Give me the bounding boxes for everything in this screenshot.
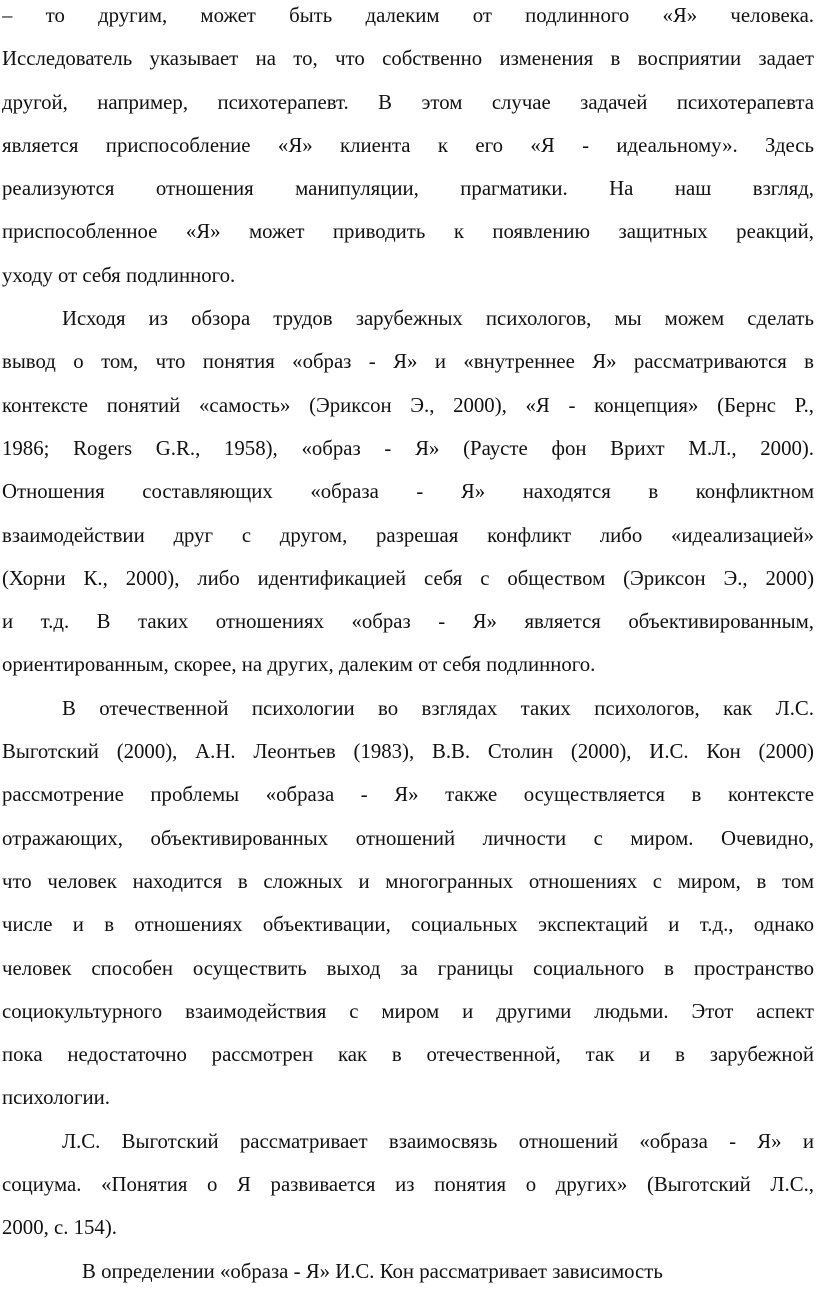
text-line: Исследователь указывает на то, что собственно изменения в восприятии задает — [2, 47, 814, 71]
paragraph-3 — [2, 687, 814, 1120]
text-line: уходу от себя подлинного. — [2, 263, 236, 287]
text-line: реализуются отношения манипуляции, прагматики. На наш взгляд, — [2, 177, 814, 201]
text-line: В определении «образа - Я» И.С. Кон рассматривает зависимость — [82, 1259, 663, 1283]
text-line: человек способен осуществить выход за границы социального в пространство — [2, 956, 814, 980]
text-line: Отношения составляющих «образа - Я» находятся в конфликтном — [2, 480, 814, 504]
paragraph-4 — [2, 1120, 814, 1250]
text-line: социума. «Понятия о Я развивается из понятия о других» (Выготский Л.С., — [2, 1173, 814, 1197]
paragraph-2 — [2, 297, 814, 687]
text-line: 1986; Rogers G.R., 1958), «образ - Я» (Раусте фон Врихт М.Л., 2000). — [2, 436, 814, 460]
text-line: контексте понятий «самость» (Эриксон Э., 2000), «Я - концепция» (Бернс Р., — [2, 393, 814, 417]
text-line: (Хорни К., 2000), либо идентификацией себя с обществом (Эриксон Э., 2000) — [2, 566, 814, 590]
text-line: взаимодействии друг с другом, разрешая конфликт либо «идеализацией» — [2, 523, 814, 547]
text-line: – то другим, может быть далеким от подлинного «Я» человека. — [2, 4, 814, 27]
text-line: ориентированным, скорее, на других, далеким от себя подлинного. — [2, 653, 596, 677]
paragraph-5 — [2, 1250, 814, 1293]
text-line: что человек находится в сложных и многогранных отношениях с миром, в том — [2, 869, 814, 893]
text-line: пока недостаточно рассмотрен как в отечественной, так и в зарубежной — [2, 1043, 814, 1067]
text-line: другой, например, психотерапевт. В этом случае задачей психотерапевта — [2, 90, 814, 114]
text-line: Исходя из обзора трудов зарубежных психологов, мы можем сделать — [62, 307, 814, 331]
text-line: рассмотрение проблемы «образа - Я» также осуществляется в контексте — [2, 783, 814, 807]
paragraph-1 — [2, 0, 814, 297]
text-line: Л.С. Выготский рассматривает взаимосвязь отношений «образа - Я» и — [62, 1129, 814, 1153]
text-line: и т.д. В таких отношениях «образ - Я» является объективированным, — [2, 610, 814, 634]
text-line: отражающих, объективированных отношений личности с миром. Очевидно, — [2, 826, 814, 850]
text-line: 2000, с. 154). — [2, 1216, 117, 1240]
text-line: Выготский (2000), А.Н. Леонтьев (1983), В.В. Столин (2000), И.С. Кон (2000) — [2, 740, 814, 764]
text-line: является приспособление «Я» клиента к его «Я - идеальному». Здесь — [2, 133, 814, 157]
text-line: психологии. — [2, 1086, 110, 1110]
text-line: вывод о том, что понятия «образ - Я» и «внутреннее Я» рассматриваются в — [2, 350, 814, 374]
text-line: В отечественной психологии во взглядах таких психологов, как Л.С. — [62, 696, 814, 720]
text-line: социокультурного взаимодействия с миром и другими людьми. Этот аспект — [2, 999, 814, 1023]
text-line: числе и в отношениях объективации, социальных экспектаций и т.д., однако — [2, 913, 814, 937]
text-line: приспособленное «Я» может приводить к появлению защитных реакций, — [2, 220, 814, 244]
